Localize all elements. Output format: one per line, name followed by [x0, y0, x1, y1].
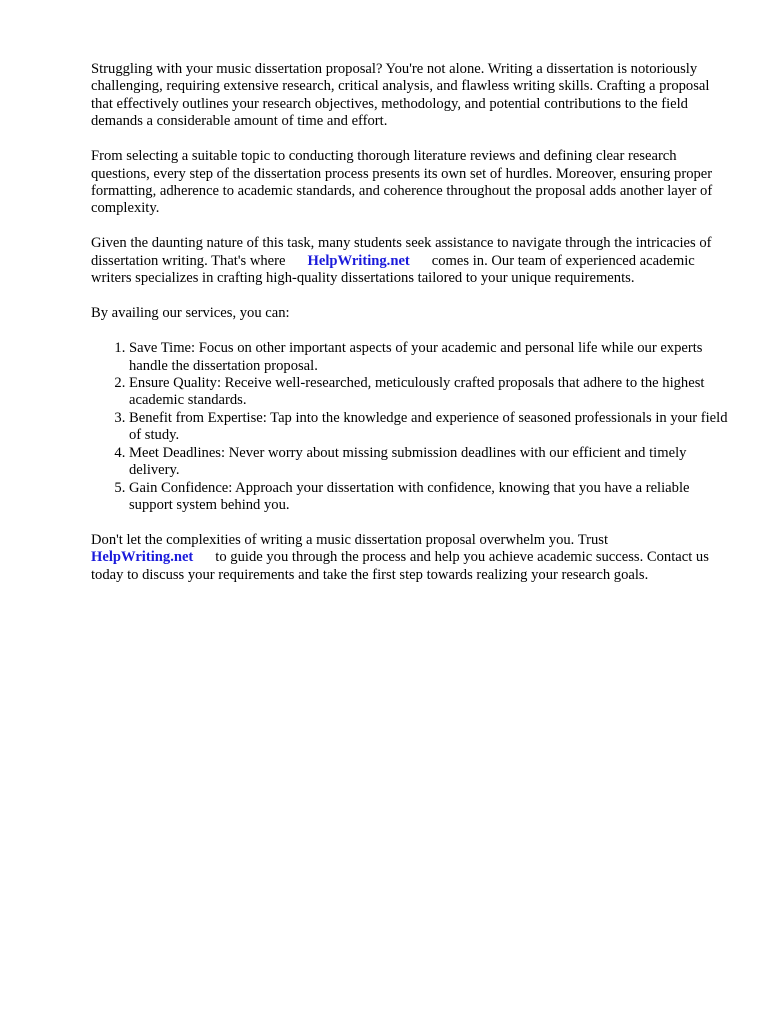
- assistance-paragraph: [91, 235, 731, 287]
- services-intro: By availing our services, you can:: [91, 305, 290, 322]
- list-item: 5. Gain Confidence: Approach your dissertation with confidence, knowing that you have a reliable support system behind you.: [129, 480, 731, 515]
- assistance-text-after: comes in. Our team of experienced academic writers specializes in crafting high-quality dissertations tailored to your unique requirements.: [91, 252, 695, 287]
- closing-paragraph: [91, 532, 731, 584]
- list-item: 3. Benefit from Expertise: Tap into the knowledge and experience of seasoned professionals in your field of study.: [129, 410, 731, 445]
- assistance-text-before: Given the daunting nature of this task, many students seek assistance to navigate through the intricacies of dissertation writing. That's where: [91, 235, 712, 269]
- list-item: 4. Meet Deadlines: Never worry about missing submission deadlines with our efficient and timely delivery.: [129, 445, 731, 480]
- challenges-paragraph: From selecting a suitable topic to conducting thorough literature reviews and defining clear research questions, every step of the dissertation process presents its own set of hurdles. Moreover, ensuring proper formatting, adherence to academic standards, and coherence throughout the proposal adds another layer of complexity.: [91, 148, 713, 217]
- closing-text-after: to guide you through the process and help you achieve academic success. Contact us today to discuss your requirements and take the first step towards realizing your research goals.: [91, 549, 709, 583]
- intro-paragraph: Struggling with your music dissertation proposal? You're not alone. Writing a dissertation is notoriously challenging, requiring extensive research, critical analysis, and flawless writing skills. Crafting a proposal that effectively outlines your research objectives, methodology, and potential contributions to the field demands a considerable amount of time and effort.: [91, 61, 710, 130]
- document-page: [91, 61, 731, 602]
- closing-text-before: Don't let the complexities of writing a music dissertation proposal overwhelm you. Trust: [91, 531, 608, 548]
- helpwriting-link[interactable]: HelpWriting.net: [307, 252, 410, 269]
- helpwriting-link[interactable]: HelpWriting.net: [91, 549, 194, 566]
- list-item: 2. Ensure Quality: Receive well-researched, meticulously crafted proposals that adhere to the highest academic standards.: [129, 375, 731, 410]
- list-item: 1. Save Time: Focus on other important aspects of your academic and personal life while our experts handle the dissertation proposal.: [129, 340, 731, 375]
- benefits-list: [91, 340, 731, 514]
